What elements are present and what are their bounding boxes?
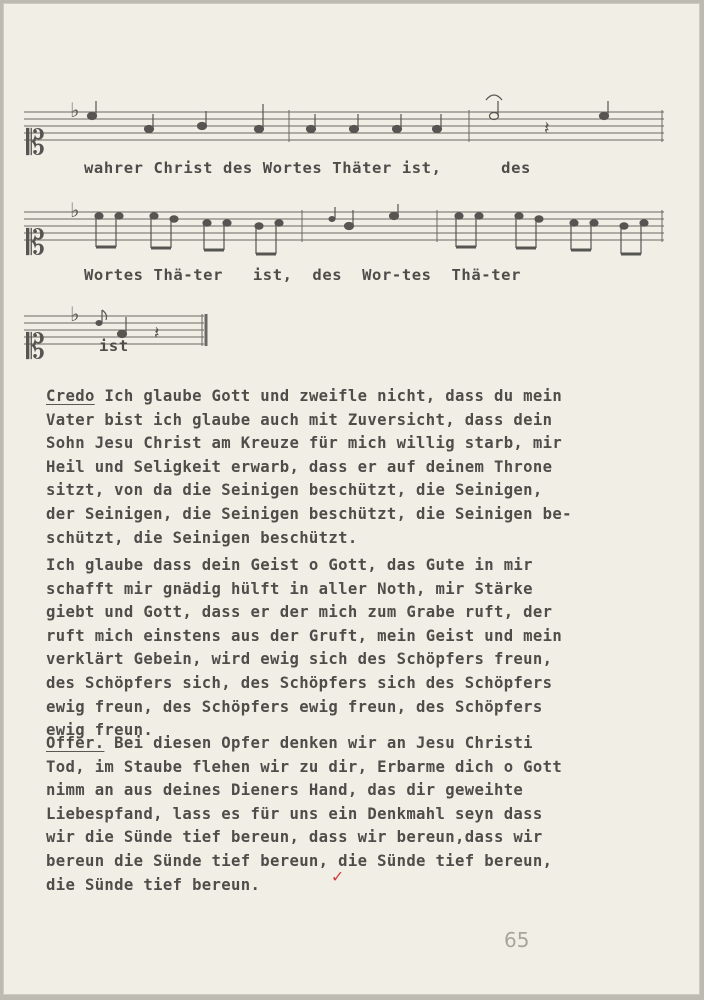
offer-line-3: Liebespfand, lass es für uns ein Denkmahl seyn dass — [46, 804, 543, 823]
music-notation — [4, 4, 699, 384]
credo-paragraph — [46, 385, 696, 550]
clef-3 — [26, 327, 45, 367]
belief-paragraph — [46, 554, 696, 743]
belief-line-3: ruft mich einstens aus der Gruft, mein Geist und mein — [46, 626, 563, 645]
svg-text:𝄡: 𝄡 — [26, 327, 45, 367]
red-check-mark: ✓ — [332, 866, 343, 887]
clef-2 — [26, 223, 45, 263]
svg-text:𝄡: 𝄡 — [26, 223, 45, 263]
credo-line-2: Sohn Jesu Christ am Kreuze für mich willig starb, mir — [46, 434, 563, 453]
offer-line-6: die Sünde tief bereun. — [46, 875, 261, 894]
svg-text:𝄽: 𝄽 — [154, 323, 160, 344]
belief-line-1: schafft mir gnädig hülft in aller Noth, mir Stärke — [46, 579, 533, 598]
clef-1 — [26, 123, 45, 163]
offer-paragraph — [46, 732, 696, 897]
belief-line-2: giebt und Gott, dass er der mich zum Grabe ruft, der — [46, 603, 553, 622]
offer-line-1: Tod, im Staube flehen wir zu dir, Erbarme dich o Gott — [46, 757, 563, 776]
lyrics-line-1: wahrer Christ des Wortes Thäter ist, des — [84, 159, 531, 177]
svg-text:♭: ♭ — [70, 302, 80, 326]
belief-line-7: ewig freun. — [46, 721, 154, 740]
belief-line-4: verklärt Gebein, wird ewig sich des Schöpfers freun, — [46, 650, 553, 669]
pencil-page-number: 65 — [504, 928, 530, 952]
offer-line-4: wir die Sünde tief bereun, dass wir bereun,dass wir — [46, 828, 543, 847]
credo-line-6: schützt, die Seinigen beschützt. — [46, 528, 358, 547]
belief-line-6: ewig freun, des Schöpfers ewig freun, des Schöpfers — [46, 697, 543, 716]
lyrics-line-3: ist — [99, 337, 129, 355]
document-page — [4, 4, 699, 994]
svg-text:𝄽: 𝄽 — [544, 118, 550, 139]
belief-line-0: Ich glaube dass dein Geist o Gott, das Gute in mir — [46, 556, 533, 574]
credo-line-1: Vater bist ich glaube auch mit Zuversicht, dass dein — [46, 410, 553, 429]
offer-line-2: nimm an aus deines Dieners Hand, das dir geweihte — [46, 781, 524, 800]
credo-label: Credo — [46, 387, 95, 405]
belief-line-5: des Schöpfers sich, des Schöpfers sich des Schöpfers — [46, 673, 553, 692]
credo-line-4: sitzt, von da die Seinigen beschützt, die Seinigen, — [46, 481, 543, 500]
offer-label: Offer. — [46, 734, 105, 752]
offer-line-0: Offer. Bei diesen Opfer denken wir an Jesu Christi — [46, 734, 533, 752]
svg-text:♭: ♭ — [70, 198, 80, 222]
svg-text:♭: ♭ — [70, 98, 80, 122]
credo-line-5: der Seinigen, die Seinigen beschützt, die Seinigen be- — [46, 504, 572, 523]
staff-1-notes — [88, 95, 609, 139]
lyrics-line-2: Wortes Thä-ter ist, des Wor-tes Thä-ter — [84, 266, 521, 284]
offer-line-5: bereun die Sünde tief bereun, die Sünde tief bereun, — [46, 851, 553, 870]
staff-1 — [24, 110, 664, 142]
credo-line-0: Credo Ich glaube Gott und zweifle nicht, dass du mein — [46, 387, 563, 405]
svg-text:𝄡: 𝄡 — [26, 123, 45, 163]
credo-line-3: Heil und Seligkeit erwarb, dass er auf deinem Throne — [46, 457, 553, 476]
